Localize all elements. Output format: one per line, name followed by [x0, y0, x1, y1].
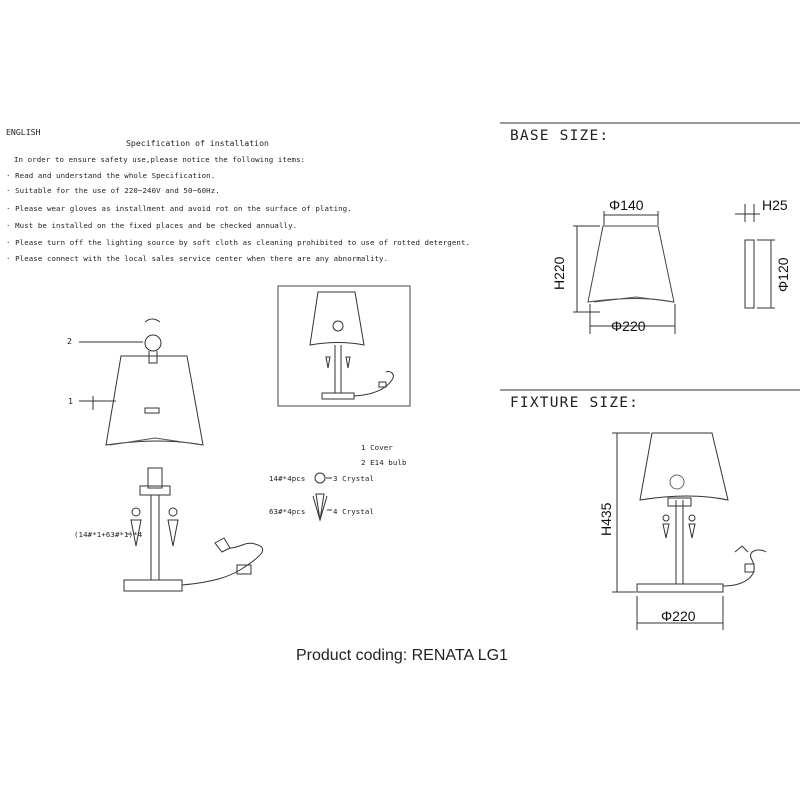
- instructions-intro: In order to ensure safety use,please notice the following items:: [14, 155, 306, 164]
- shade-top-view: [588, 226, 674, 302]
- label-base-diameter: Φ120: [775, 257, 791, 292]
- dimension-shade-height: [573, 226, 600, 312]
- label-top-diameter: Φ140: [609, 197, 644, 213]
- assembled-lamp-preview: [278, 286, 410, 406]
- base-size-heading: BASE SIZE:: [510, 128, 610, 144]
- parts-list-item: 3 Crystal: [333, 474, 374, 483]
- fixture-size-heading: FIXTURE SIZE:: [510, 395, 640, 411]
- instruction-item: · Suitable for the use of 220~240V and 50~60Hz.: [6, 186, 220, 195]
- instruction-item: · Please turn off the lighting source by soft cloth as cleaning prohibited to use of rotted detergent.: [6, 238, 471, 247]
- lamp-assembly-drawing: [79, 319, 263, 591]
- parts-list-item: 4 Crystal: [333, 507, 374, 516]
- parts-list-item: 2 E14 bulb: [361, 458, 407, 467]
- fixture-drawing: [637, 433, 766, 592]
- crystal-formula: (14#*1+63#*1)*4: [74, 530, 143, 539]
- dimension-base-diameter: [757, 240, 775, 308]
- callout-bulb: 2: [67, 336, 72, 346]
- label-shade-height: H220: [551, 256, 567, 290]
- label-base-height: H25: [762, 197, 788, 213]
- label-fixture-height: H435: [598, 502, 614, 536]
- instruction-item: · Please wear gloves as installment and avoid rot on the surface of plating.: [6, 204, 352, 213]
- label-fixture-diameter: Φ220: [661, 608, 696, 624]
- language-label: ENGLISH: [6, 127, 41, 137]
- instruction-item: · Please connect with the local sales service center when there are any abnormality.: [6, 254, 389, 263]
- callout-cover: 1: [68, 396, 73, 406]
- parts-list-code: 14#*4pcs: [269, 474, 306, 483]
- base-plate-side-view: [745, 240, 754, 308]
- product-coding: Product coding: RENATA LG1: [296, 647, 508, 664]
- dimension-top-diameter: [604, 211, 658, 225]
- crystal-icons: [313, 473, 332, 520]
- instruction-item: · Read and understand the whole Specification.: [6, 171, 216, 180]
- dimension-base-height: [735, 204, 760, 222]
- dimension-fixture-height: [612, 433, 650, 592]
- instruction-item: · Must be installed on the fixed places and be checked annually.: [6, 221, 298, 230]
- label-bottom-diameter: Φ220: [611, 318, 646, 334]
- instructions-title: Specification of installation: [126, 138, 269, 148]
- parts-list-code: 63#*4pcs: [269, 507, 306, 516]
- parts-list-item: 1 Cover: [361, 443, 393, 452]
